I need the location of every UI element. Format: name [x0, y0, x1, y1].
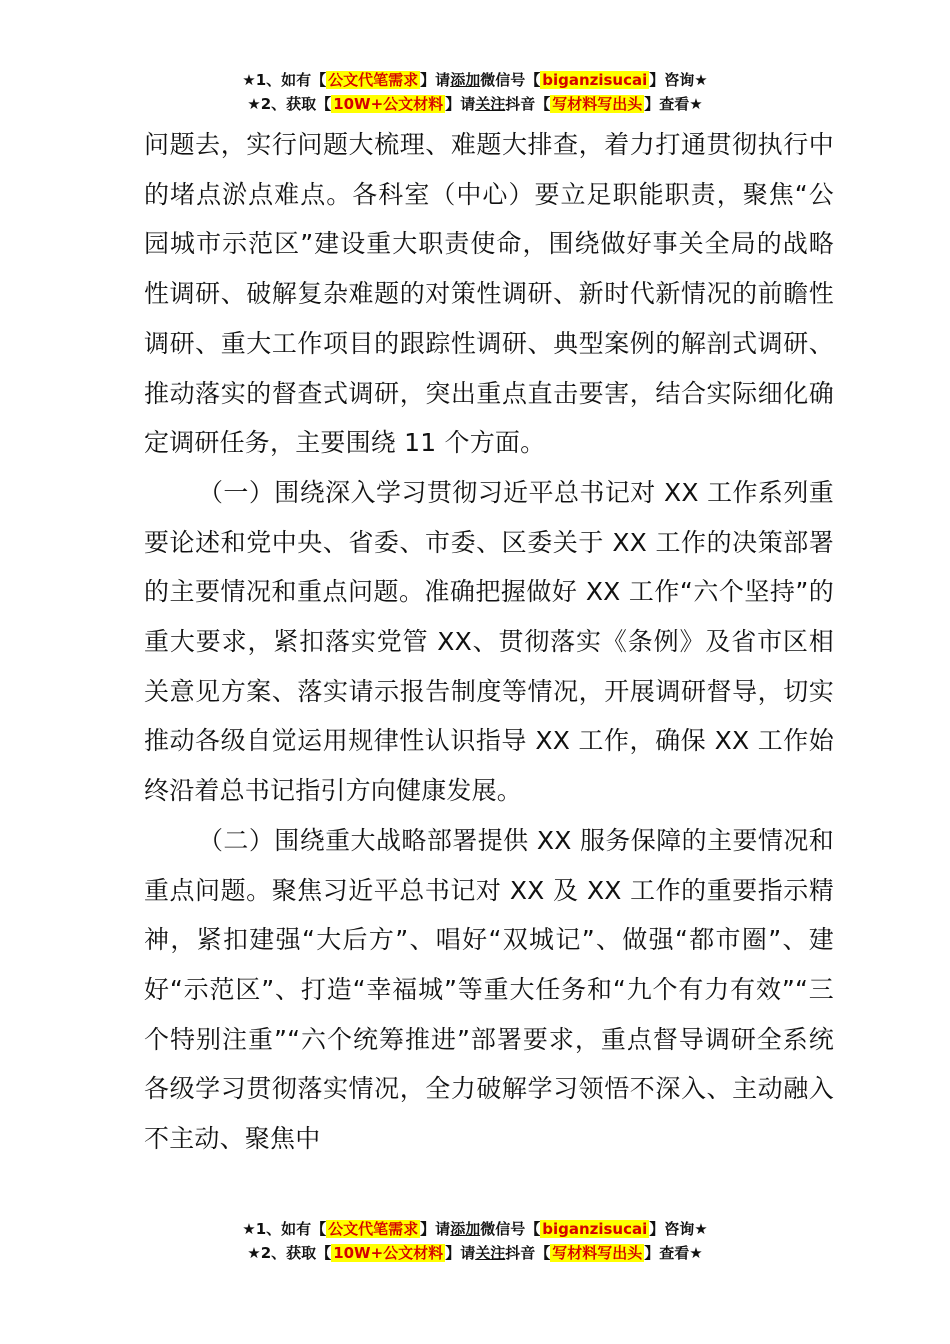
banner-highlight: 公文代笔需求: [328, 1220, 419, 1238]
paragraph: 问题去，实行问题大梳理、难题大排查，着力打通贯彻执行中的堵点淤点难点。各科室（中心）要立足职能职责，聚焦“公园城市示范区”建设重大职责使命，围绕做好事关全局的战略性调研、破解复杂难题的对策性调研、新时代新情况的前瞻性调研、重大工作项目的跟踪性调研、典型案例的解剖式调研、推动落实的督查式调研，突出重点直击要害，结合实际细化确定调研任务，主要围绕 11 个方面。: [144, 130, 834, 458]
banner-line-2: ★2、获取【 10W+公文材料 】请关注抖音【 写材料写出头 】查看★: [247, 1244, 703, 1262]
document-body: [144, 120, 834, 1164]
banner-highlight: 10W+公文材料: [333, 1244, 444, 1262]
banner-highlight: 写材料写出头: [552, 95, 643, 113]
paragraph: （二）围绕重大战略部署提供 XX 服务保障的主要情况和重点问题。聚焦习近平总书记对 XX 及 XX 工作的重要指示精神，紧扣建强“大后方”、唱好“双城记”、做强“都市圈”、建好“示范区”、打造“幸福城”等重大任务和“九个有力有效”“三个特别注重”“六个统筹推进”部署要求，重点督导调研全系统各级学习贯彻落实情况，全力破解学习领悟不深入、主动融入不主动、聚焦中: [144, 825, 834, 1154]
paragraph: （一）围绕深入学习贯彻习近平总书记对 XX 工作系列重要论述和党中央、省委、市委、区委关于 XX 工作的决策部署的主要情况和重点问题。准确把握做好 XX 工作“六个坚持”的重大要求，紧扣落实党管 XX、贯彻落实《条例》及省市区相关意见方案、落实请示报告制度等情况，开展调研督导，切实推动各级自觉运用规律性认识指导 XX 工作，确保 XX 工作始终沿着总书记指引方向健康发展。: [144, 477, 834, 806]
banner-highlight: biganzisucai: [542, 1220, 648, 1238]
banner-line-2: ★2、获取【 10W+公文材料 】请关注抖音【 写材料写出头 】查看★: [247, 95, 703, 113]
banner-highlight: biganzisucai: [542, 71, 648, 89]
banner-line-1: ★1、如有【 公文代笔需求 】请添加微信号【 biganzisucai 】咨询★: [242, 1220, 708, 1238]
banner-highlight: 写材料写出头: [552, 1244, 643, 1262]
banner-highlight: 10W+公文材料: [333, 95, 444, 113]
banner-line-1: ★1、如有【 公文代笔需求 】请添加微信号【 biganzisucai 】咨询★: [242, 71, 708, 89]
banner-highlight: 公文代笔需求: [328, 71, 419, 89]
bottom-banner: [0, 1217, 950, 1265]
top-banner: [0, 68, 950, 116]
